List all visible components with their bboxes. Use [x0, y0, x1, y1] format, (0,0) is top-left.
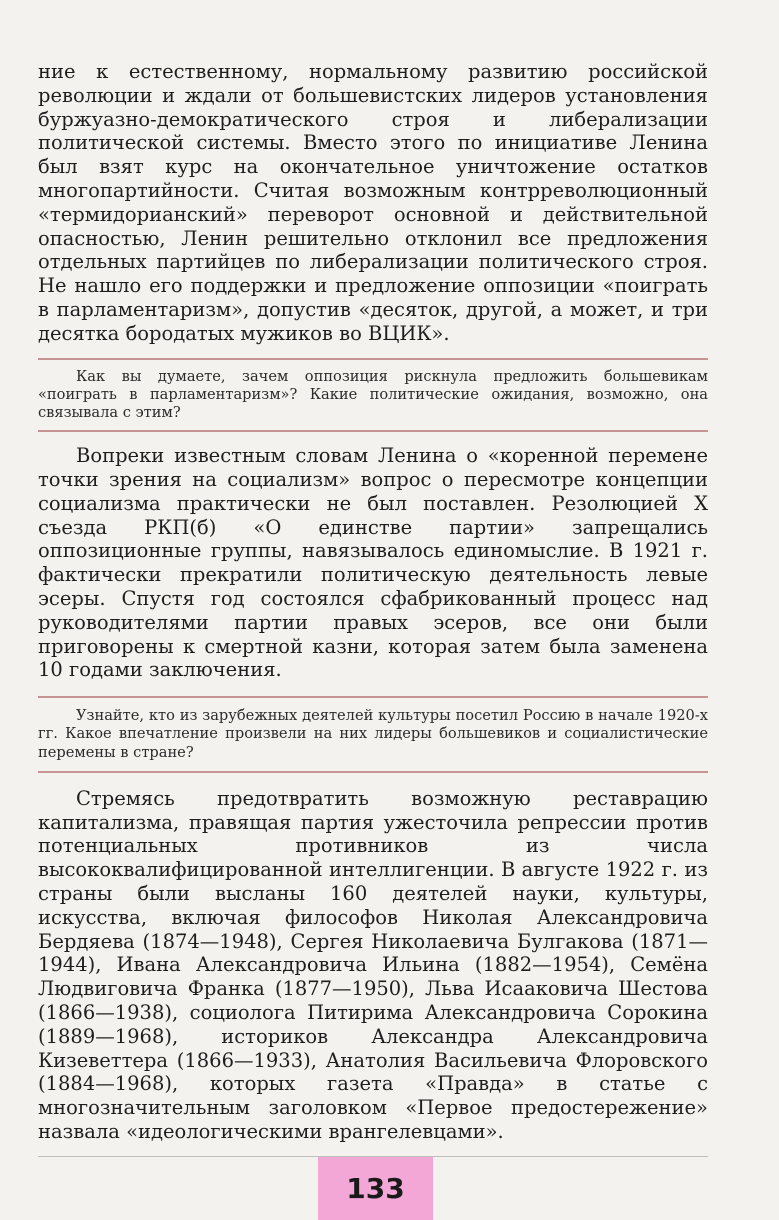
- question-divider-top: [38, 358, 708, 360]
- question-1: Как вы думаете, зачем оппозиция рискнула предложить большевикам «поиграть в парламентаризм»? Какие политические ожидания, возможно, она связывала с этим?: [38, 367, 708, 421]
- paragraph-1: ние к естественному, нормальному развитию российской революции и ждали от большевистских лидеров установления буржуазно-демократического строя и либерализации политической системы. Вместо этого по инициативе Ленина был взят курс на окончательное уничтожение остатков многопартийности. Считая возможным контрреволюционный «термидорианский» переворот основной и действительной опасностью, Ленин решительно отклонил все предложения отдельных партийцев по либерализации политического строя. Не нашло его поддержки и предложение оппозиции «поиграть в парламентаризм», допустив «десяток, другой, а может, и три десятка бородатых мужиков во ВЦИК».: [38, 60, 708, 345]
- question-divider-bottom: [38, 430, 708, 432]
- question-divider-bottom: [38, 771, 708, 773]
- page-number: 133: [318, 1157, 433, 1220]
- page-content: [38, 60, 708, 1144]
- question-2: Узнайте, кто из зарубежных деятелей культуры посетил Россию в начале 1920-х гг. Какое впечатление произвели на них лидеры большевиков и социалистические перемены в стране?: [38, 707, 708, 761]
- paragraph-3: Стремясь предотвратить возможную реставрацию капитализма, правящая партия ужесточила репрессии против потенциальных противников из числа высококвалифицированной интеллигенции. В августе 1922 г. из страны были высланы 160 деятелей науки, культуры, искусства, включая философов Николая Александровича Бердяева (1874—1948), Сергея Николаевича Булгакова (1871—1944), Ивана Александровича Ильина (1882—1954), Семёна Людвиговича Франка (1877—1950), Льва Исааковича Шестова (1866—1938), социолога Питирима Александровича Сорокина (1889—1968), историков Александра Александровича Кизеветтера (1866—1933), Анатолия Васильевича Флоровского (1884—1968), которых газета «Правда» в статье с многозначительным заголовком «Первое предостережение» назвала «идеологическими врангелевцами».: [38, 786, 708, 1143]
- paragraph-2: Вопреки известным словам Ленина о «коренной перемене точки зрения на социализм» вопрос о пересмотре концепции социализма практически не был поставлен. Резолюцией X съезда РКП(б) «О единстве партии» запрещались оппозиционные группы, навязывалось единомыслие. В 1921 г. фактически прекратили политическую деятельность левые эсеры. Спустя год состоялся сфабрикованный процесс над руководителями партии правых эсеров, все они были приговорены к смертной казни, которая затем была заменена 10 годами заключения.: [38, 444, 708, 682]
- question-divider-top: [38, 696, 708, 698]
